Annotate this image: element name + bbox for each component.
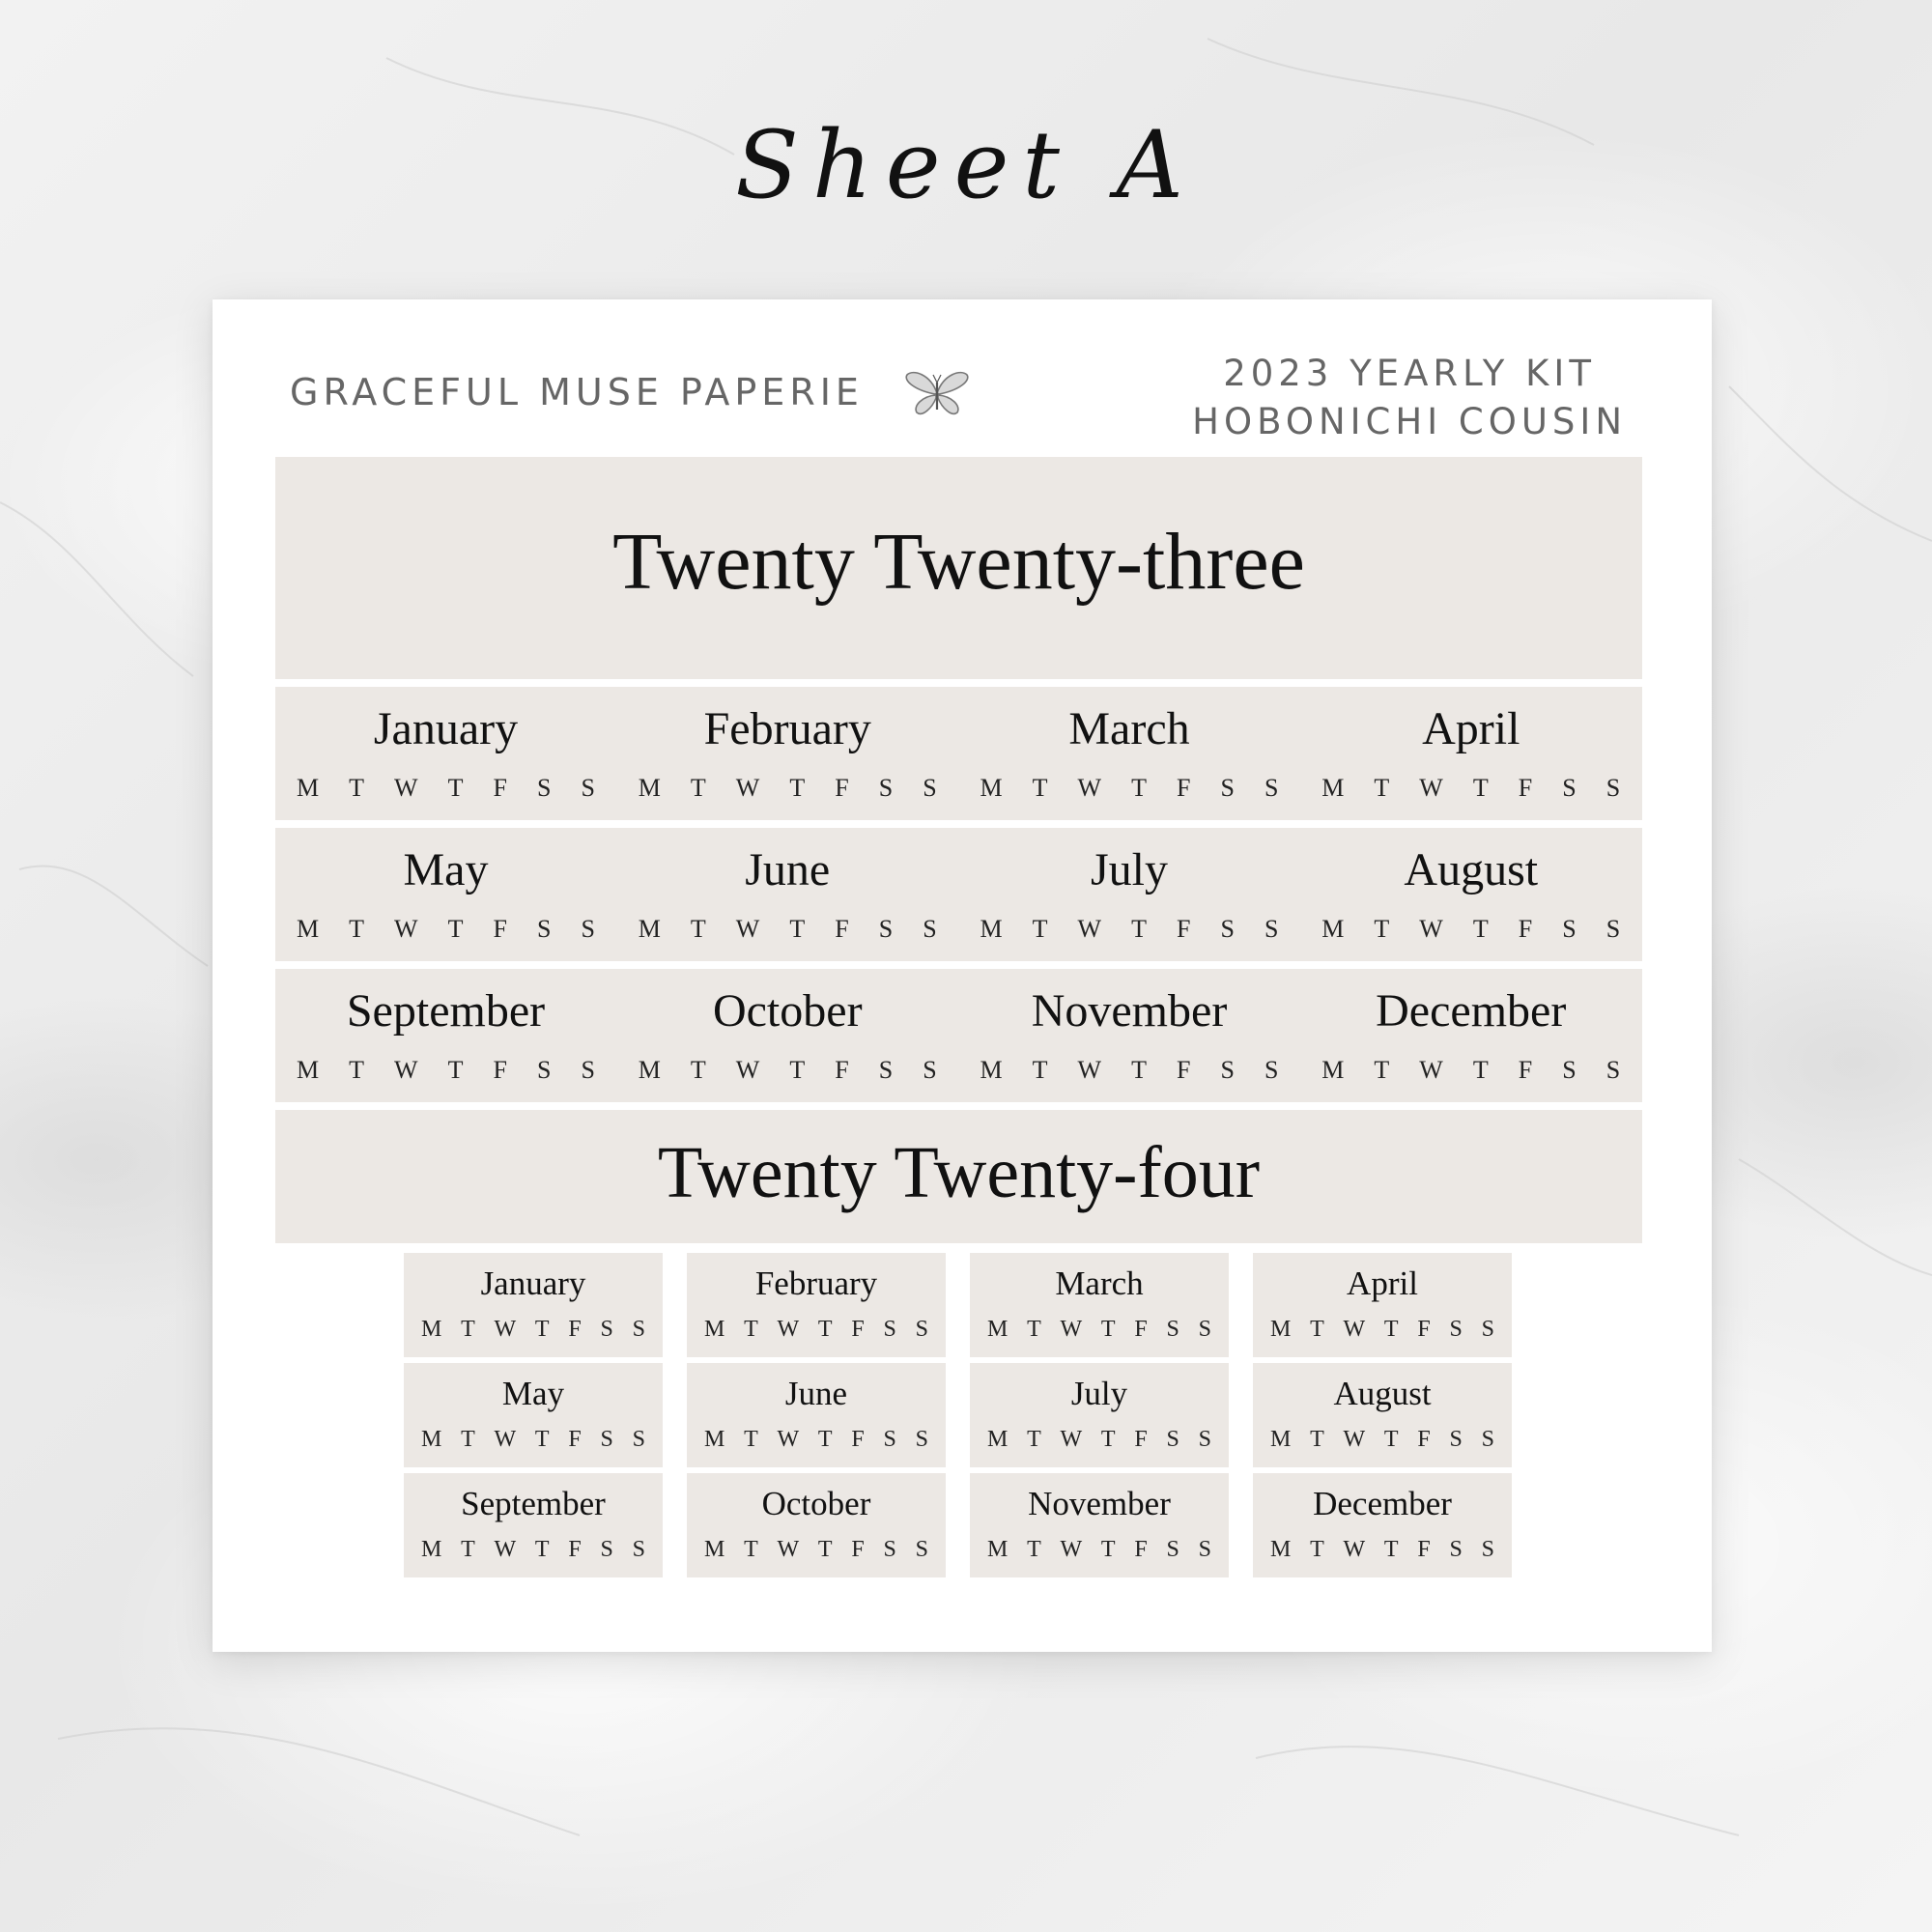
weekday-label: T xyxy=(1027,1537,1041,1562)
kit-subtitle: HOBONICHI COUSIN xyxy=(1192,401,1627,442)
weekday-label: T xyxy=(1472,1056,1489,1084)
weekday-label: M xyxy=(421,1427,442,1452)
month-row-2023 xyxy=(275,969,1642,1102)
weekday-label: T xyxy=(1131,1056,1147,1084)
weekday-label: W xyxy=(494,1317,517,1342)
weekday-label: T xyxy=(789,1056,806,1084)
weekday-label: F xyxy=(493,774,507,802)
weekday-label: T xyxy=(1310,1537,1324,1562)
weekday-row xyxy=(704,1537,928,1563)
weekday-label: S xyxy=(1198,1537,1211,1562)
weekday-label: S xyxy=(883,1537,896,1562)
weekday-row xyxy=(1321,774,1620,803)
month-name: January xyxy=(373,703,519,754)
weekday-label: W xyxy=(1077,1056,1102,1084)
weekday-label: S xyxy=(1449,1537,1463,1562)
weekday-label: S xyxy=(923,915,937,943)
weekday-label: S xyxy=(581,774,595,802)
month-sticker-2023 xyxy=(617,828,958,961)
weekday-label: S xyxy=(878,774,894,802)
month-sticker-2023 xyxy=(1300,687,1641,820)
weekday-row xyxy=(421,1427,645,1453)
weekday-row xyxy=(987,1537,1211,1563)
weekday-label: T xyxy=(1027,1427,1041,1452)
weekday-label: S xyxy=(600,1427,613,1452)
weekday-label: S xyxy=(1264,915,1279,943)
weekday-label: M xyxy=(1270,1317,1292,1342)
weekday-label: S xyxy=(923,774,937,802)
weekday-label: W xyxy=(494,1427,517,1452)
month-name: July xyxy=(1090,844,1168,895)
weekday-label: T xyxy=(1374,774,1390,802)
weekday-label: F xyxy=(493,915,507,943)
weekday-row xyxy=(639,774,937,803)
weekday-label: W xyxy=(394,774,418,802)
weekday-label: S xyxy=(537,774,552,802)
weekday-label: T xyxy=(1310,1317,1324,1342)
weekday-label: W xyxy=(1060,1537,1083,1562)
weekday-label: W xyxy=(1343,1427,1366,1452)
weekday-label: T xyxy=(447,1056,464,1084)
month-sticker-2024 xyxy=(1253,1363,1512,1467)
year-2024-banner xyxy=(275,1110,1642,1243)
weekday-label: M xyxy=(980,915,1003,943)
month-name: October xyxy=(712,985,863,1037)
weekday-label: S xyxy=(1562,774,1577,802)
weekday-label: S xyxy=(1449,1427,1463,1452)
weekday-row xyxy=(1270,1537,1494,1563)
weekday-label: F xyxy=(1134,1537,1148,1562)
weekday-label: S xyxy=(1449,1317,1463,1342)
weekday-label: T xyxy=(690,1056,706,1084)
weekday-label: F xyxy=(1518,774,1533,802)
weekday-label: S xyxy=(1166,1317,1179,1342)
weekday-label: S xyxy=(915,1427,928,1452)
weekday-row xyxy=(297,774,595,803)
month-name: June xyxy=(745,844,831,895)
weekday-label: S xyxy=(537,915,552,943)
month-sticker-2024 xyxy=(687,1253,946,1357)
weekday-row xyxy=(297,915,595,944)
weekday-label: W xyxy=(735,774,760,802)
weekday-label: M xyxy=(1321,774,1345,802)
month-sticker-2024 xyxy=(687,1473,946,1577)
weekday-label: T xyxy=(817,1427,833,1452)
weekday-label: T xyxy=(1383,1537,1399,1562)
month-name: January xyxy=(480,1264,586,1302)
month-name: September xyxy=(346,985,546,1037)
weekday-label: M xyxy=(704,1537,725,1562)
weekday-label: M xyxy=(987,1317,1009,1342)
month-name: December xyxy=(1313,1485,1452,1522)
weekday-label: S xyxy=(1605,915,1621,943)
weekday-label: T xyxy=(690,915,706,943)
year-2023-title: Twenty Twenty-three xyxy=(612,517,1305,607)
weekday-label: T xyxy=(1374,1056,1390,1084)
sticker-sheet xyxy=(213,299,1712,1652)
weekday-row xyxy=(1270,1317,1494,1343)
weekday-label: T xyxy=(1032,774,1048,802)
weekday-label: W xyxy=(777,1427,800,1452)
weekday-row xyxy=(987,1427,1211,1453)
weekday-label: T xyxy=(1032,1056,1048,1084)
weekday-row xyxy=(980,774,1279,803)
month-name: February xyxy=(754,1264,878,1302)
weekday-label: T xyxy=(349,1056,365,1084)
month-sticker-2023 xyxy=(959,969,1300,1102)
weekday-label: F xyxy=(851,1537,865,1562)
month-name: May xyxy=(501,1375,565,1412)
weekday-label: M xyxy=(1321,1056,1345,1084)
weekday-label: T xyxy=(744,1537,758,1562)
month-row-2023 xyxy=(275,687,1642,820)
weekday-label: S xyxy=(1264,1056,1279,1084)
weekday-label: F xyxy=(1417,1537,1431,1562)
weekday-label: F xyxy=(1417,1317,1431,1342)
weekday-label: S xyxy=(1166,1537,1179,1562)
weekday-label: S xyxy=(1481,1427,1494,1452)
weekday-label: T xyxy=(461,1427,475,1452)
weekday-label: W xyxy=(1077,774,1102,802)
month-sticker-2023 xyxy=(617,969,958,1102)
weekday-label: T xyxy=(1472,915,1489,943)
weekday-label: T xyxy=(1383,1317,1399,1342)
month-sticker-2023 xyxy=(617,687,958,820)
weekday-label: F xyxy=(1177,774,1191,802)
weekday-label: T xyxy=(817,1537,833,1562)
weekday-label: S xyxy=(1198,1427,1211,1452)
weekday-label: T xyxy=(1310,1427,1324,1452)
weekday-label: T xyxy=(744,1427,758,1452)
weekday-label: S xyxy=(1198,1317,1211,1342)
month-sticker-2023 xyxy=(275,687,616,820)
weekday-label: S xyxy=(1166,1427,1179,1452)
weekday-label: F xyxy=(1518,1056,1533,1084)
weekday-label: W xyxy=(1419,774,1443,802)
month-sticker-2024 xyxy=(970,1473,1229,1577)
month-name: April xyxy=(1422,703,1520,754)
weekday-label: W xyxy=(735,915,760,943)
month-name: June xyxy=(784,1375,848,1412)
weekday-label: T xyxy=(690,774,706,802)
weekday-label: F xyxy=(851,1317,865,1342)
weekday-row xyxy=(704,1317,928,1343)
weekday-label: W xyxy=(1419,915,1443,943)
month-sticker-2024 xyxy=(970,1253,1229,1357)
weekday-label: M xyxy=(1321,915,1345,943)
month-row-2023 xyxy=(275,828,1642,961)
weekday-label: M xyxy=(704,1427,725,1452)
weekday-row xyxy=(980,915,1279,944)
weekday-label: T xyxy=(744,1317,758,1342)
weekday-label: F xyxy=(493,1056,507,1084)
weekday-label: S xyxy=(1220,915,1235,943)
weekday-label: M xyxy=(421,1317,442,1342)
weekday-label: T xyxy=(534,1317,550,1342)
month-name: October xyxy=(761,1485,871,1522)
weekday-label: T xyxy=(789,915,806,943)
weekday-label: M xyxy=(297,1056,320,1084)
weekday-row xyxy=(421,1537,645,1563)
weekday-label: S xyxy=(883,1317,896,1342)
month-name: May xyxy=(403,844,489,895)
weekday-label: S xyxy=(632,1317,645,1342)
month-sticker-2023 xyxy=(275,828,616,961)
weekday-label: M xyxy=(980,774,1003,802)
weekday-label: T xyxy=(1131,915,1147,943)
weekday-label: W xyxy=(735,1056,760,1084)
weekday-label: W xyxy=(1077,915,1102,943)
weekday-label: W xyxy=(777,1317,800,1342)
weekday-label: T xyxy=(1383,1427,1399,1452)
weekday-label: F xyxy=(568,1427,582,1452)
weekday-label: T xyxy=(1032,915,1048,943)
weekday-label: T xyxy=(447,774,464,802)
weekday-label: S xyxy=(878,1056,894,1084)
butterfly-icon xyxy=(903,369,971,417)
weekday-label: S xyxy=(883,1427,896,1452)
weekday-row xyxy=(1321,1056,1620,1085)
weekday-label: F xyxy=(835,915,849,943)
weekday-row xyxy=(297,1056,595,1085)
month-name: April xyxy=(1347,1264,1418,1302)
weekday-label: T xyxy=(534,1427,550,1452)
weekday-row xyxy=(704,1427,928,1453)
weekday-label: F xyxy=(1177,1056,1191,1084)
month-sticker-2024 xyxy=(970,1363,1229,1467)
weekday-label: T xyxy=(1472,774,1489,802)
month-name: November xyxy=(1031,985,1228,1037)
month-sticker-2023 xyxy=(959,687,1300,820)
weekday-label: T xyxy=(1100,1317,1116,1342)
sheet-label: Sheet A xyxy=(735,111,1197,219)
weekday-label: S xyxy=(537,1056,552,1084)
weekday-label: W xyxy=(1060,1317,1083,1342)
weekday-label: T xyxy=(447,915,464,943)
weekday-label: T xyxy=(349,915,365,943)
weekday-label: M xyxy=(638,1056,661,1084)
weekday-label: F xyxy=(851,1427,865,1452)
weekday-row xyxy=(639,915,937,944)
weekday-label: F xyxy=(1518,915,1533,943)
weekday-row xyxy=(987,1317,1211,1343)
weekday-label: M xyxy=(421,1537,442,1562)
weekday-label: M xyxy=(638,774,661,802)
year-2024-title: Twenty Twenty-four xyxy=(657,1132,1261,1213)
weekday-label: S xyxy=(1220,774,1235,802)
month-name: March xyxy=(1068,703,1190,754)
weekday-label: W xyxy=(777,1537,800,1562)
weekday-label: M xyxy=(297,915,320,943)
weekday-label: F xyxy=(1417,1427,1431,1452)
weekday-label: F xyxy=(1134,1427,1148,1452)
weekday-label: S xyxy=(600,1537,613,1562)
month-sticker-2024 xyxy=(404,1253,663,1357)
weekday-label: M xyxy=(638,915,661,943)
weekday-label: S xyxy=(1605,774,1621,802)
month-sticker-2023 xyxy=(959,828,1300,961)
weekday-label: S xyxy=(1264,774,1279,802)
kit-title: 2023 YEARLY KIT xyxy=(1223,353,1596,394)
weekday-label: S xyxy=(1562,915,1577,943)
month-sticker-2024 xyxy=(404,1363,663,1467)
kit-info xyxy=(1192,350,1627,446)
weekday-row xyxy=(421,1317,645,1343)
month-sticker-2023 xyxy=(1300,828,1641,961)
weekday-label: T xyxy=(1100,1427,1116,1452)
weekday-label: S xyxy=(878,915,894,943)
weekday-label: T xyxy=(789,774,806,802)
weekday-label: M xyxy=(987,1427,1009,1452)
weekday-label: W xyxy=(394,1056,418,1084)
weekday-label: F xyxy=(835,1056,849,1084)
weekday-label: S xyxy=(1605,1056,1621,1084)
weekday-label: W xyxy=(394,915,418,943)
weekday-label: M xyxy=(297,774,320,802)
weekday-label: S xyxy=(632,1427,645,1452)
weekday-label: W xyxy=(1060,1427,1083,1452)
weekday-label: W xyxy=(1419,1056,1443,1084)
weekday-label: T xyxy=(1131,774,1147,802)
month-name: August xyxy=(1333,1375,1432,1412)
weekday-label: W xyxy=(1343,1537,1366,1562)
month-sticker-2024 xyxy=(687,1363,946,1467)
weekday-label: M xyxy=(1270,1537,1292,1562)
weekday-label: T xyxy=(1027,1317,1041,1342)
weekday-label: S xyxy=(600,1317,613,1342)
weekday-row xyxy=(1321,915,1620,944)
weekday-label: T xyxy=(1374,915,1390,943)
weekday-label: S xyxy=(632,1537,645,1562)
weekday-label: M xyxy=(1270,1427,1292,1452)
month-name: August xyxy=(1404,844,1539,895)
weekday-label: F xyxy=(1134,1317,1148,1342)
month-name: December xyxy=(1376,985,1567,1037)
weekday-label: T xyxy=(534,1537,550,1562)
weekday-row xyxy=(639,1056,937,1085)
year-2023-banner xyxy=(275,457,1642,679)
weekday-label: S xyxy=(581,1056,595,1084)
month-name: February xyxy=(703,703,871,754)
weekday-label: S xyxy=(1562,1056,1577,1084)
weekday-label: T xyxy=(461,1317,475,1342)
month-sticker-2023 xyxy=(1300,969,1641,1102)
weekday-label: T xyxy=(461,1537,475,1562)
weekday-label: M xyxy=(980,1056,1003,1084)
weekday-label: T xyxy=(817,1317,833,1342)
weekday-label: F xyxy=(835,774,849,802)
weekday-label: M xyxy=(704,1317,725,1342)
weekday-label: W xyxy=(1343,1317,1366,1342)
month-name: July xyxy=(1070,1375,1128,1412)
brand-name: GRACEFUL MUSE PAPERIE xyxy=(290,371,864,413)
weekday-label: F xyxy=(568,1317,582,1342)
weekday-label: S xyxy=(915,1537,928,1562)
month-sticker-2024 xyxy=(404,1473,663,1577)
weekday-label: F xyxy=(568,1537,582,1562)
weekday-row xyxy=(980,1056,1279,1085)
weekday-label: S xyxy=(915,1317,928,1342)
month-sticker-2024 xyxy=(1253,1253,1512,1357)
month-name: November xyxy=(1028,1485,1171,1522)
weekday-label: S xyxy=(1481,1317,1494,1342)
weekday-label: T xyxy=(349,774,365,802)
month-sticker-2024 xyxy=(1253,1473,1512,1577)
month-name: March xyxy=(1055,1264,1144,1302)
weekday-label: M xyxy=(987,1537,1009,1562)
month-sticker-2023 xyxy=(275,969,616,1102)
weekday-label: S xyxy=(923,1056,937,1084)
weekday-row xyxy=(1270,1427,1494,1453)
weekday-label: S xyxy=(1481,1537,1494,1562)
weekday-label: S xyxy=(1220,1056,1235,1084)
weekday-label: W xyxy=(494,1537,517,1562)
month-name: September xyxy=(461,1485,606,1522)
weekday-label: S xyxy=(581,915,595,943)
weekday-label: T xyxy=(1100,1537,1116,1562)
weekday-label: F xyxy=(1177,915,1191,943)
